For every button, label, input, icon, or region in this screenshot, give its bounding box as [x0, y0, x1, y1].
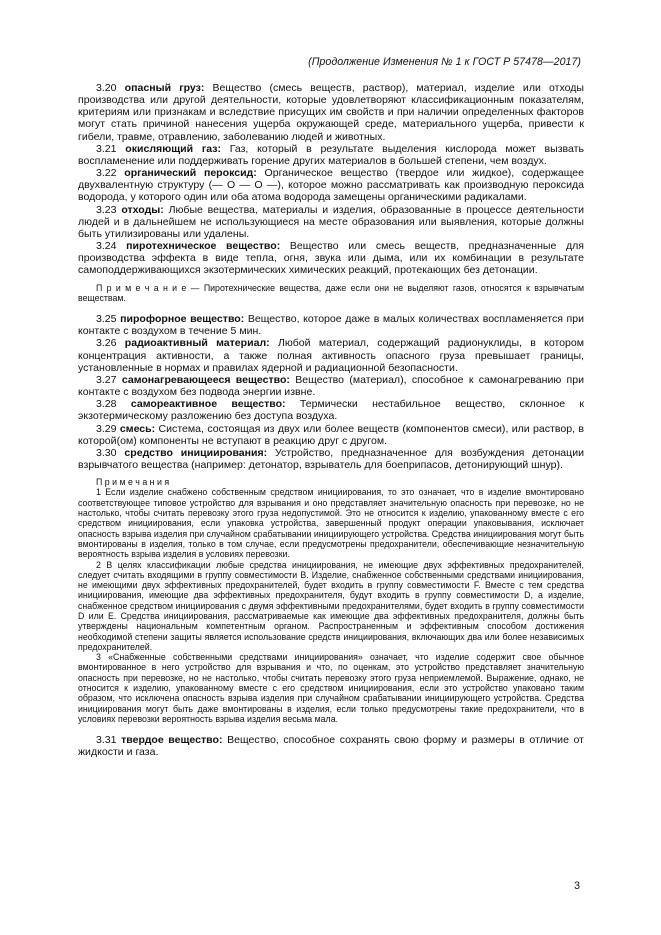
note-2: 2 В целях классификации любые средства инициирования, не имеющие двух эффективных предохранителей, следует считать входящими в группу совместимости В. Изделие, снабженное собственными средствами инициирования, не имеющими двух эффективных предохранителей, будет входить в группу совместимости F. Вместе с тем средства инициирования, имеющие два эффективных предохранителя, будут входить в группу совместимости D, а изделие, снабженное средством инициирования с двумя эффективными предохранителями, будет входить в группу совместимости D или Е. Средства инициирования, рассматриваемые как имеющие два эффективных предохранителя, должны быть утверждены национальным компетентным органом. Распространенным и эффективным способом достижения необходимой степени защиты является использование средств инициирования, включающих два или более независимых предохранителей.: [78, 559, 584, 652]
document-body: [78, 82, 584, 759]
definition-3-31: 3.31 твердое вещество: Вещество, способное сохранять свою форму и размеры в отличие от жидкости и газа.: [78, 734, 584, 759]
definition-3-24: 3.24 пиротехническое вещество: Вещество или смесь веществ, предназначенные для производства эффекта в виде тепла, огня, звука или дыма, или их комбинации в результате самоподдерживающихся экзотермических химических реакций, протекающих без детонации.: [78, 240, 584, 277]
definition-3-22: 3.22 органический пероксид: Органическое вещество (твердое или жидкое), содержащее двухвалентную структуру (— О — О —), которое можно рассматривать как производную пероксида водорода, у которого один или оба атома водорода замещены органическими радикалами.: [78, 167, 584, 204]
definition-3-28: 3.28 самореактивное вещество: Термически нестабильное вещество, склонное к экзотермическому разложению без доступа воздуха.: [78, 398, 585, 423]
note-3: 3 «Снабженные собственными средствами инициирования» означает, что изделие содержит свое обычное вмонтированное в него устройство для взрывания и что, по оценкам, это устройство представляет значительную опасность при перевозке, но не настолько, чтобы считать перевозку этого груза неприемлемой. Выражение, однако, не относится к изделию, упакованному вместе с его средством инициирования, если это устройство упаковано таким образом, что исключена опасность взрыва изделия при случайном срабатывании инициирующего устройства. Средства инициирования могут быть даже вмонтированы в изделия, если только предусмотрены такие предохранители, что в условиях перевозки вероятность взрыва изделия весьма мала.: [78, 652, 584, 724]
term: средство инициирования:: [124, 446, 268, 459]
term: самонагревающееся вещество:: [121, 373, 290, 386]
term: пиротехническое вещество:: [126, 240, 281, 253]
term: смесь:: [119, 422, 156, 435]
term: радиоактивный материал:: [124, 337, 270, 350]
definition-3-27: 3.27 самонагревающееся вещество: Вещество (материал), способное к самонагреванию при контакте с воздухом без подвода энергии извне.: [78, 373, 585, 399]
note-1: 1 Если изделие снабжено собственным средством инициирования, то это означает, что в изделие вмонтировано соответствующее типовое устройство для взрывания и оно представляет значительную опасность при перевозке, но не настолько, чтобы считать перевозку этого груза недопустимой. Это не относится к изделию, упакованному вместе с его средством инициирования, если упаковка устройства, завершенный продукт операции упаковывания, исключает опасность взрыва изделия при случайном срабатывании инициирующего устройства. Средства инициирования могут быть вмонтированы в изделия, только в том случае, если предусмотрены предохранители, обеспечивающие незначительную вероятность взрыва изделия в условиях перевозки.: [78, 487, 584, 560]
note-pyrotechnic: П р и м е ч а н и е — Пиротехнические вещества, даже если они не выделяют газов, относятся к взрывчатым веществам.: [78, 282, 584, 303]
definition-3-23: 3.23 отходы: Любые вещества, материалы и изделия, образованные в процессе деятельности людей и в дальнейшем не использующиеся на месте образования или выявления, которые должны быть утилизированы или удалены.: [78, 203, 584, 240]
term: окисляющий газ:: [125, 142, 221, 155]
definition-3-26: 3.26 радиоактивный материал: Любой материал, содержащий радионуклиды, в котором концентрация активности, а также полная активность опасного груза превышает границы, установленные в нормах и правилах ядерной и радиационной безопасности.: [78, 337, 585, 374]
term: самореактивное вещество:: [130, 398, 286, 411]
definition-3-25: 3.25 пирофорное вещество: Вещество, которое даже в малых количествах воспламеняется при контакте с воздухом в течение 5 мин.: [78, 313, 584, 338]
page-number: 3: [574, 880, 580, 892]
definition-3-21: 3.21 окисляющий газ: Газ, который в результате выделения кислорода может вызвать воспламенение или поддерживать горение других материалов в большей степени, чем воздух.: [78, 142, 584, 167]
term: пирофорное вещество:: [120, 313, 245, 326]
definition-3-20: 3.20 опасный груз: Вещество (смесь веществ, раствор), материал, изделие или отходы производства или другой деятельности, которые удовлетворяют классификационным показателям, критериям или признакам и вследствие присущих им свойств и при наличии определенных факторов могут стать причиной нанесения ущерба окружающей среде, материального ущерба, привести к гибели, травме, отравлению, заболеванию людей и животных.: [78, 82, 584, 143]
notes-heading: П р и м е ч а н и я: [96, 477, 170, 488]
definition-3-29: 3.29 смесь: Система, состоящая из двух или более веществ (компонентов смеси), или раствор, в которой(ом) компоненты не вступают в реакцию друг с другом.: [78, 422, 584, 447]
definition-3-30: 3.30 средство инициирования: Устройство, предназначенное для возбуждения детонации взрывчатого вещества (например: детонатор, взрыватель для боеприпасов, детонирующий шнур).: [78, 446, 584, 471]
term: опасный груз:: [124, 82, 205, 94]
term: твердое вещество:: [121, 734, 223, 747]
running-header: (Продолжение Изменения № 1 к ГОСТ Р 57478—2017): [308, 56, 581, 68]
term: отходы:: [121, 203, 164, 216]
term: органический пероксид:: [124, 167, 257, 180]
